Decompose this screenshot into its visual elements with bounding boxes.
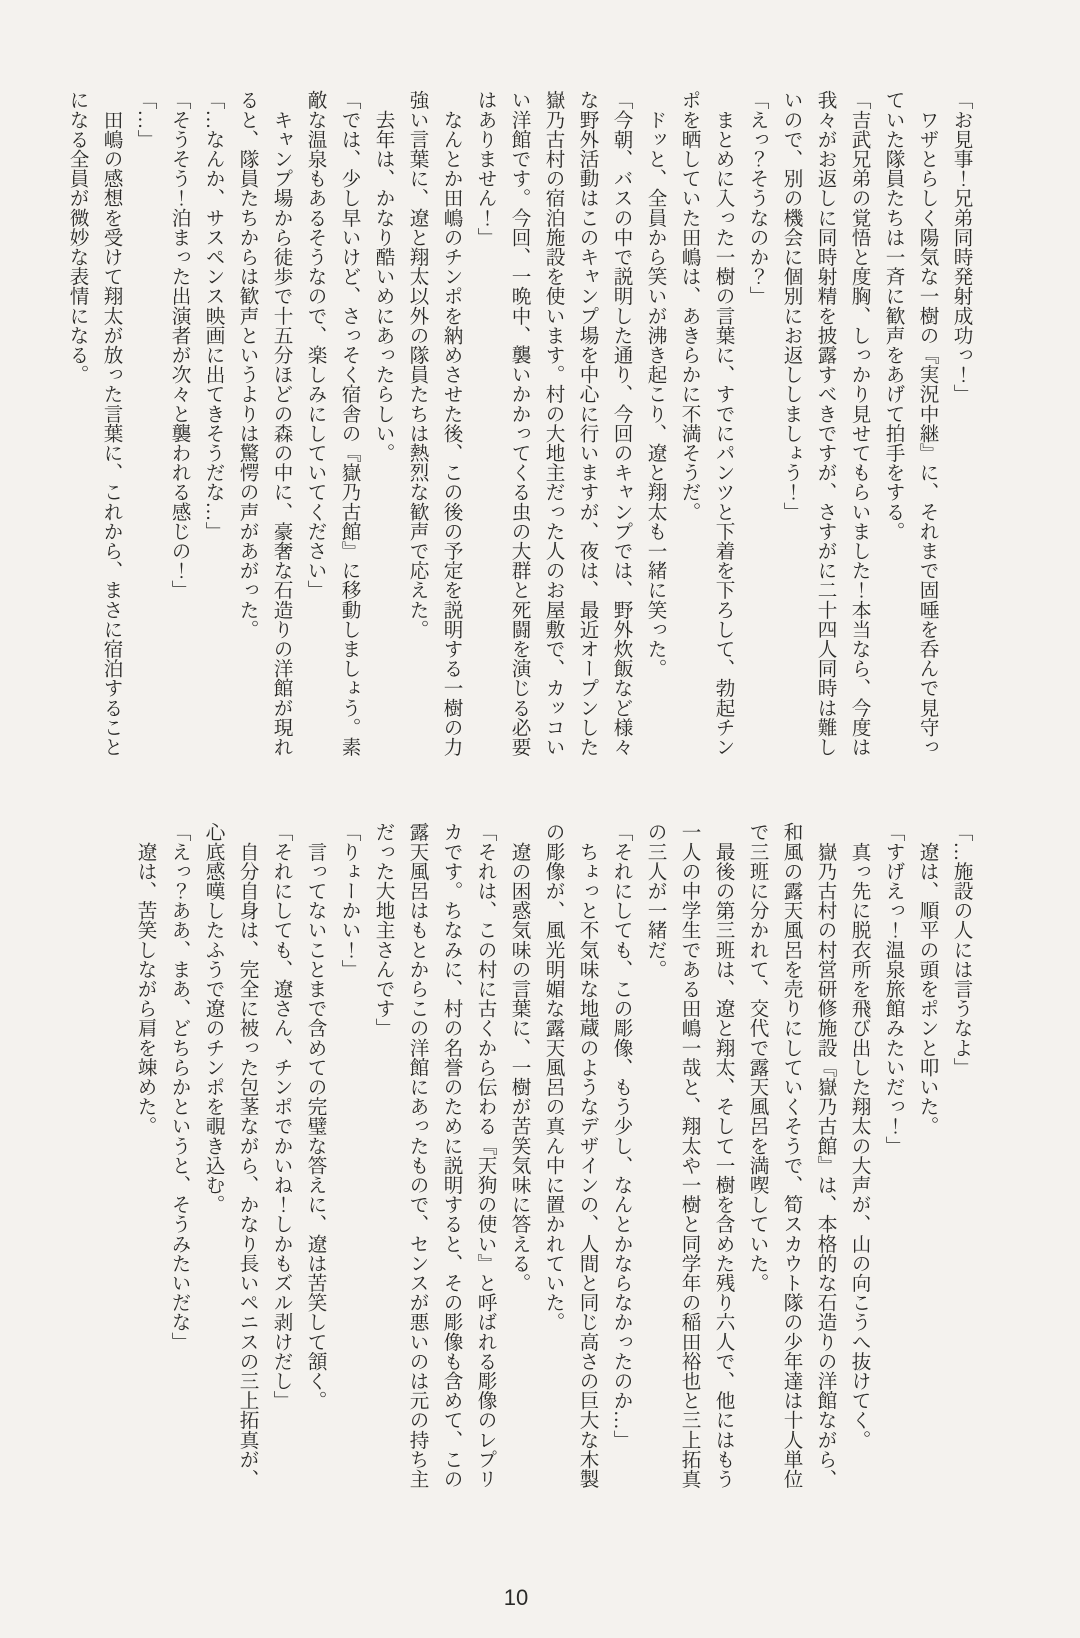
text-line: 「そうそう！泊まった出演者が次々と襲われる感じの！」 bbox=[168, 90, 189, 600]
text-line: 心底感嘆したふうで遼のチンポを覗き込む。 bbox=[202, 822, 223, 1214]
text-line: 「…」 bbox=[134, 90, 155, 149]
text-line: 「それにしても、この彫像、もう少し、なんとかならなかったのか…」 bbox=[610, 822, 631, 1450]
text-line: だった大地主さんです」 bbox=[372, 822, 393, 1038]
text-line: カです。ちなみに、村の名誉のために説明すると、その彫像も含めて、この bbox=[440, 822, 461, 1489]
text-line: 最後の第三班は、遼と翔太、そして一樹を含めた残り六人で、他にはもう bbox=[712, 822, 733, 1489]
text-line: ていた隊員たちは一斉に歓声をあげて拍手をする。 bbox=[882, 90, 903, 541]
text-line: ドッと、全員から笑いが沸き起こり、遼と翔太も一緒に笑った。 bbox=[644, 90, 665, 678]
text-line: い洋館です。今回、一晩中、襲いかかってくる虫の大群と死闘を演じる必要 bbox=[508, 90, 529, 757]
text-line: 「それにしても、遼さん、チンポでかいね！しかもズル剥けだし」 bbox=[270, 822, 291, 1410]
text-line: 「吉武兄弟の覚悟と度胸、しっかり見せてもらいました！本当なら、今度は bbox=[848, 90, 869, 757]
text-line: 遼の困惑気味の言葉に、一樹が苦笑気味に答える。 bbox=[508, 822, 529, 1293]
text-line: 田嶋の感想を受けて翔太が放った言葉に、これから、まさに宿泊すること bbox=[100, 90, 121, 757]
text-line: 「りょーかい！」 bbox=[338, 822, 359, 979]
text-line: 嶽乃古村の宿泊施設を使います。村の大地主だった人のお屋敷で、カッコい bbox=[542, 90, 563, 757]
text-line: ポを晒していた田嶋は、あきらかに不満そうだ。 bbox=[678, 90, 699, 522]
text-line: になる全員が微妙な表情になる。 bbox=[66, 90, 87, 384]
text-block-bottom bbox=[127, 822, 977, 1494]
text-line: 嶽乃古村の村営研修施設『嶽乃古館』は、本格的な石造りの洋館ながら、 bbox=[814, 822, 835, 1489]
text-line: 「それは、この村に古くから伝わる『天狗の使い』と呼ばれる彫像のレプリ bbox=[474, 822, 495, 1489]
text-line: はありません！」 bbox=[474, 90, 495, 247]
text-line: 敵な温泉もあるそうなので、楽しみにしていてください」 bbox=[304, 90, 325, 600]
text-line: の彫像が、風光明媚な露天風呂の真ん中に置かれていた。 bbox=[542, 822, 563, 1332]
text-line: 言ってないことまで含めての完璧な答えに、遼は苦笑して頷く。 bbox=[304, 822, 325, 1410]
text-line: なんとか田嶋のチンポを納めさせた後、この後の予定を説明する一樹の力 bbox=[440, 90, 461, 757]
text-line: 遼は、苦笑しながら肩を竦めた。 bbox=[134, 822, 155, 1136]
text-line: ると、隊員たちからは歓声というよりは驚愕の声があがった。 bbox=[236, 90, 257, 639]
text-line: 「すげえっ！温泉旅館みたいだっ！」 bbox=[882, 822, 903, 1156]
text-line: で三班に分かれて、交代で露天風呂を満喫していた。 bbox=[746, 822, 767, 1293]
text-line: 去年は、かなり酷いめにあったらしい。 bbox=[372, 90, 393, 463]
text-line: 遼は、順平の頭をポンと叩いた。 bbox=[916, 822, 937, 1136]
text-line: まとめに入った一樹の言葉に、すでにパンツと下着を下ろして、勃起チン bbox=[712, 90, 733, 757]
text-line: 「お見事！兄弟同時発射成功っ！」 bbox=[950, 90, 971, 404]
text-line: 「では、少し早いけど、さっそく宿舎の『嶽乃古館』に移動しましょう。素 bbox=[338, 90, 359, 757]
text-line: な野外活動はこのキャンプ場を中心に行いますが、夜は、最近オープンした bbox=[576, 90, 597, 757]
text-line: 強い言葉に、遼と翔太以外の隊員たちは熱烈な歓声で応えた。 bbox=[406, 90, 427, 639]
text-line: ワザとらしく陽気な一樹の『実況中継』に、それまで固唾を呑んで見守っ bbox=[916, 90, 937, 757]
text-line: 自分自身は、完全に被った包茎ながら、かなり長いペニスの三上拓真が、 bbox=[236, 822, 257, 1489]
text-line: ちょっと不気味な地蔵のようなデザインの、人間と同じ高さの巨大な木製 bbox=[576, 822, 597, 1489]
text-line: 「…なんか、サスペンス映画に出てきそうだな…」 bbox=[202, 90, 223, 541]
text-line: 真っ先に脱衣所を飛び出した翔太の大声が、山の向こうへ抜けてく。 bbox=[848, 822, 869, 1450]
text-block-top bbox=[59, 90, 977, 762]
text-line: 「えっ？ああ、まあ、どちらかというと、そうみたいだな」 bbox=[168, 822, 189, 1352]
text-line: 露天風呂はもとからこの洋館にあったもので、センスが悪いのは元の持ち主 bbox=[406, 822, 427, 1489]
text-line: 「…施設の人には言うなよ」 bbox=[950, 822, 971, 1077]
text-line: 「えっ？そうなのか？」 bbox=[746, 90, 767, 306]
page-number: 10 bbox=[503, 1585, 529, 1610]
text-line: キャンプ場から徒歩で十五分ほどの森の中に、豪奢な石造りの洋館が現れ bbox=[270, 90, 291, 757]
text-line: 一人の中学生である田嶋一哉と、翔太や一樹と同学年の稲田裕也と三上拓真 bbox=[678, 822, 699, 1489]
text-line: 和風の露天風呂を売りにしていくそうで、筍スカウト隊の少年達は十人単位 bbox=[780, 822, 801, 1489]
text-line: の三人が一緒だ。 bbox=[644, 822, 665, 979]
text-line: 「今朝、バスの中で説明した通り、今回のキャンプでは、野外炊飯など様々 bbox=[610, 90, 631, 757]
text-line: 我々がお返しに同時射精を披露すべきですが、さすがに二十四人同時は難し bbox=[814, 90, 835, 757]
text-line: いので、別の機会に個別にお返ししましょう！」 bbox=[780, 90, 801, 522]
